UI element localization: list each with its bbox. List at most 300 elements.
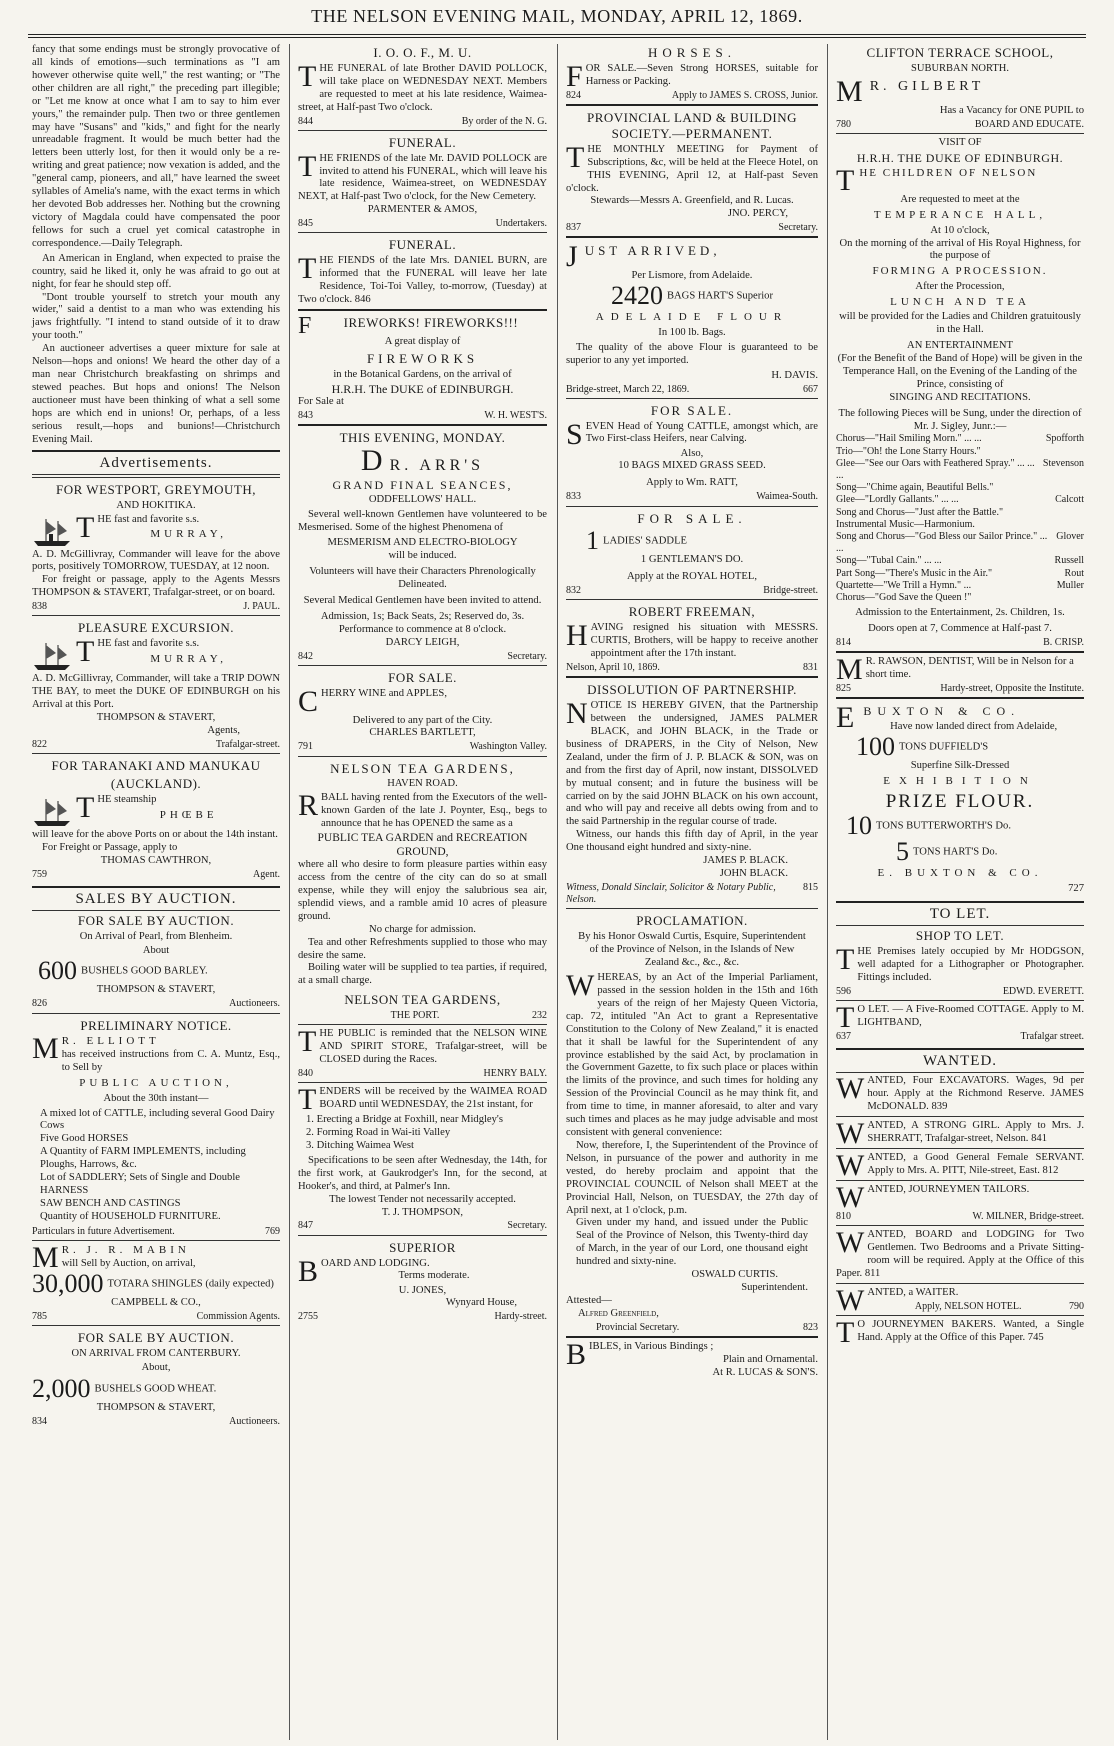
ad-text: For Sale at bbox=[298, 396, 344, 408]
ad-tea-gardens bbox=[298, 756, 547, 1025]
ad-role: Superintendent. bbox=[741, 1282, 808, 1294]
ad-role: Secretary. bbox=[778, 222, 818, 234]
ad-text: Apply at the ROYAL HOTEL, bbox=[627, 571, 757, 583]
ad-item: LADIES' SADDLE bbox=[603, 535, 688, 547]
ad-signature: W. H. WEST'S. bbox=[484, 410, 547, 422]
ad-text: T O LET. — A Five-Roomed COTTAGE. Apply to M. LIGHTBAND, bbox=[836, 1000, 1084, 1034]
ad-text: PUBLIC TEA GARDEN and RECREATION GROUND, bbox=[317, 832, 528, 859]
ad-text: SEVEN Head of Young CATTLE, amongst which, are Two First-class Heifers, near Calving. bbox=[566, 417, 818, 451]
ad-text: FIREWORKS bbox=[366, 350, 479, 366]
ad-number: 845 bbox=[298, 218, 313, 230]
ship-name: MURRAY, bbox=[150, 528, 227, 541]
ad-number: 2755 bbox=[298, 1311, 318, 1323]
ad-text: WANTED, A STRONG GIRL. Apply to Mrs. J. SHERRATT, Trafalgar-street, Nelson. 841 bbox=[836, 1117, 1084, 1151]
ad-signature: B. CRISP. bbox=[1043, 636, 1084, 648]
program-list bbox=[836, 433, 1084, 604]
ad-address: Hardy-street. bbox=[494, 1311, 547, 1323]
ad-number: 596 bbox=[836, 985, 851, 997]
ad-text: WANTED, a WAITER. bbox=[836, 1283, 959, 1317]
article-text: An auctioneer advertises a queer mixture for sale at Nelson—hops and onions! We heard the other day of a man near Christchurch breakfasting on shrimps and stewed peaches. But hops and onions! The Nelson auctioneer must have been thinking of what a sell some hops are which end in unions! Or, perhaps, of a less serious result,—hops and bunions!—Christchurch Evening Mail. bbox=[32, 343, 280, 445]
ad-text: will be induced. bbox=[388, 550, 457, 562]
ad-text: No charge for admission. bbox=[369, 923, 476, 935]
list-item: 3. Ditching Waimea West bbox=[306, 1139, 414, 1151]
ad-line: THE fast and favorite s.s. bbox=[76, 510, 200, 544]
program-item: Song and Chorus—"Just after the Battle." bbox=[836, 506, 1004, 518]
ad-number: 812 bbox=[1042, 1164, 1059, 1176]
ad-text: Delivered to any part of the City. bbox=[352, 714, 493, 726]
ad-address: Wynyard House, bbox=[445, 1297, 517, 1309]
ad-heading: DISSOLUTION OF PARTNERSHIP. bbox=[587, 682, 797, 698]
program-item: Song—"Tubal Cain." ... ... Russell bbox=[836, 555, 1084, 567]
ad-signature: PARMENTER & AMOS, bbox=[367, 204, 478, 216]
ad-text: Now, therefore, I, the Superintendent of the Province of Nelson, in pursuance of the power and authority in me vested, do hereby proclaim and appoint that the PROVINCIAL COUNCIL of Nelson shall MEET at the Provincial Hall, Nelson, on TUESDAY, the 27th day of April next, at 1 o'clock, p.m. bbox=[566, 1139, 818, 1216]
ad-heading: FUNERAL. bbox=[388, 237, 457, 253]
ad-item: BAGS HART'S Superior bbox=[666, 290, 774, 302]
ad-wanted bbox=[836, 1225, 1084, 1283]
ad-text: RBALL having rented from the Executors of the well-known Garden of the late J. Poynter, Esq., begs to announce that he has OPENED the same as a bbox=[298, 789, 547, 830]
ad-wanted bbox=[836, 1148, 1084, 1180]
ad-text: Provincial Secretary. bbox=[596, 1321, 680, 1333]
ad-funeral-pollock bbox=[298, 130, 547, 233]
ad-number: 811 bbox=[864, 1267, 881, 1279]
ad-item: BUSHELS GOOD WHEAT. bbox=[94, 1383, 217, 1395]
ad-text: 1 GENTLEMAN'S DO. bbox=[640, 554, 744, 566]
ad-text: Several Medical Gentlemen have been invited to attend. bbox=[303, 594, 542, 606]
ad-text: THE PUBLIC is reminded that the NELSON WINE AND SPIRIT STORE, Trafalgar-street, will be CLOSED during the Races. bbox=[298, 1025, 547, 1066]
ad-text: For freight or passage, apply to the Agents Messrs THOMPSON & STAVERT, Trafalgar-street, or on board. bbox=[32, 574, 280, 599]
ad-subheading: (AUCKLAND). bbox=[110, 775, 202, 791]
ad-quantity: 600 bbox=[38, 956, 77, 986]
ad-number: 769 bbox=[265, 1225, 280, 1237]
ad-text: WANTED, JOURNEYMEN TAILORS. bbox=[836, 1180, 1030, 1214]
ad-role: Secretary. bbox=[507, 1220, 547, 1232]
ad-signature: By order of the N. G. bbox=[461, 115, 547, 127]
ad-text: By his Honor Oswald Curtis, Esquire, Superintendent of the Province of Nelson, in the Islands of New Zealand &c., &c., &c. bbox=[578, 931, 806, 969]
column-rule bbox=[827, 44, 828, 1740]
ad-bibles bbox=[566, 1336, 818, 1382]
ad-heading: H.R.H. THE DUKE OF EDINBURGH. bbox=[856, 150, 1064, 165]
ad-signature: JNO. PERCY, bbox=[727, 208, 788, 220]
ad-text: NOTICE IS HEREBY GIVEN, that the Partnership between the undersigned, JAMES PALMER BLACK, and JOHN BLACK, in the Trade or business of DRAPERS, in the City of Nelson, New Zealand, under the firm of J. P. BLACK & SON, was on and from the first day of April, now instant, DISSOLVED by mutual consent; and in future the business will be carried on by the said JOHN BLACK on his own account, and who will pay and receive all debts owing from and to the said Partnership in the regular course of trade. bbox=[566, 697, 818, 828]
ad-text: Tea and other Refreshments supplied to those who may desire the same. bbox=[298, 936, 547, 961]
ad-mabin bbox=[32, 1240, 280, 1325]
ad-quantity: 2,000 bbox=[32, 1373, 91, 1403]
ad-heading: EBUXTON & CO. bbox=[836, 701, 1021, 735]
ad-number: 727 bbox=[1068, 882, 1084, 894]
ad-preliminary-notice bbox=[32, 1013, 280, 1240]
ad-ioof bbox=[298, 45, 547, 130]
ad-text: will be provided for the Ladies and Children gratuitously in the Hall. bbox=[839, 311, 1081, 336]
column-3 bbox=[562, 44, 822, 1740]
ad-item: TONS DUFFIELD'S bbox=[899, 741, 989, 753]
ad-text: Doors open at 7, Commence at Half-past 7. bbox=[868, 622, 1052, 634]
ad-cattle bbox=[566, 398, 818, 506]
ad-text: A. D. McGillivray, Commander, will take a TRIP DOWN THE BAY, to meet the DUKE OF EDINBURGH on his Arrival at this Port. bbox=[32, 673, 280, 711]
ad-number: 847 bbox=[298, 1220, 313, 1232]
ad-subheading: THE PORT. bbox=[390, 1010, 440, 1022]
item-list bbox=[306, 1114, 547, 1153]
program-item: Instrumental Music—Harmonium. bbox=[836, 518, 975, 530]
ad-text: PUBLIC AUCTION, bbox=[79, 1077, 233, 1090]
ship-icon bbox=[32, 515, 72, 549]
ad-wanted bbox=[836, 1315, 1084, 1347]
ad-address: Trafalgar street. bbox=[1020, 1030, 1084, 1042]
ad-subheading: SUBURBAN NORTH. bbox=[911, 62, 1009, 74]
ad-text: Per Lismore, from Adelaide. bbox=[631, 270, 753, 282]
ad-quantity: 10 bbox=[846, 811, 872, 841]
ad-auction-barley bbox=[32, 913, 280, 1013]
ad-heading: FOR SALE. bbox=[388, 669, 457, 685]
ad-role: Undertakers. bbox=[495, 218, 547, 230]
ad-line: THE steamship bbox=[76, 790, 157, 824]
ad-heading: FOR SALE BY AUCTION. bbox=[77, 1330, 235, 1346]
column-4 bbox=[832, 44, 1088, 1740]
ad-signature: OSWALD CURTIS. bbox=[691, 1269, 778, 1281]
ad-number: 823 bbox=[803, 1321, 818, 1333]
ad-heading: HORSES. bbox=[647, 45, 737, 60]
ad-text: M R. RAWSON, DENTIST, Will be in Nelson for a short time. bbox=[836, 653, 1074, 687]
ad-number: 841 bbox=[1031, 1132, 1047, 1144]
ad-dr-carr bbox=[298, 424, 547, 664]
ad-text: in the Botanical Gardens, on the arrival of bbox=[333, 368, 512, 380]
ad-heading: FOR SALE. bbox=[650, 402, 734, 418]
ad-text: Also, bbox=[680, 447, 704, 459]
ad-text: has received instructions from C. A. Muntz, Esq., to Sell by bbox=[61, 1049, 280, 1074]
ad-address: Bridge-street. bbox=[763, 585, 818, 597]
ad-text: Boiling water will be supplied to tea parties, if required, at a small charge. bbox=[298, 962, 547, 987]
list-item: SAW BENCH AND CASTINGS bbox=[40, 1198, 181, 1209]
ad-role: Auctioneers. bbox=[229, 1415, 280, 1427]
masthead-rule bbox=[28, 34, 1086, 38]
ad-text: HAVING resigned his situation with MESSRS. CURTIS, Brothers, will be happy to receive another appointment after the 17th instant. bbox=[566, 619, 818, 660]
ad-heading: PROVINCIAL LAND & BUILDING SOCIETY.—PERMANENT. bbox=[586, 110, 798, 141]
ad-line: M R. ELLIOTT bbox=[32, 1032, 160, 1066]
ad-text: Several well-known Gentlemen have volunteered to be Mesmerised. Some of the highest Phenomena of bbox=[298, 509, 547, 534]
ad-address: Trafalgar-street. bbox=[215, 738, 280, 750]
ad-number: 822 bbox=[32, 738, 47, 750]
ad-title: D R. ARR'S bbox=[360, 444, 485, 478]
ad-address: Washington Valley. bbox=[469, 741, 547, 753]
ad-text: Alfred Greenfield, bbox=[578, 1307, 659, 1319]
ad-text: The following Pieces will be Sung, under the direction of Mr. J. Sigley, Junr.:— bbox=[838, 407, 1082, 432]
ad-buxton bbox=[836, 697, 1084, 897]
ad-sale-wine bbox=[298, 665, 547, 756]
ad-quantity: 2420 bbox=[610, 281, 663, 311]
list-item: Quantity of HOUSEHOLD FURNITURE. bbox=[40, 1210, 221, 1222]
column-rule bbox=[557, 44, 558, 1740]
ad-text: AN ENTERTAINMENT bbox=[907, 339, 1013, 351]
ad-text: FOR SALE.—Seven Strong HORSES, suitable for Harness or Packing. bbox=[566, 59, 818, 93]
ship-name: PHŒBE bbox=[159, 808, 218, 821]
ad-wanted bbox=[836, 1283, 1084, 1315]
article-text: fancy that some endings must be strongly provocative of all kinds of emotions—such terminations as "I am however otherwise quite well," the rest wanting; or "The other children are all right," the preceding part illegible; or "Let me know at once what I am to say to him ever yours," the remainder pulp. Then two or three gentlemen may have "Susans" and "kids," and fight for the nearly unreadable fragment. It would be much better had the letters been utterly lost, for then it would only be a re-writing and great patience; now vexation is added, and the "general camp, pioneers, and all," have learned the sweet syllables of Amelia's name, with the exact terms in which her devoted Bob addresses her. Nothing but the crowning victory of Magdala could have compensated the poor fellows for such a cruel yet comical catastrophe in correspondence.—Daily Telegraph. bbox=[32, 44, 280, 249]
ad-number: 667 bbox=[803, 383, 818, 395]
ad-heading: SUPERIOR bbox=[389, 1239, 456, 1255]
ad-text: Witness, our hands this fifth day of April, in the year One thousand eight hundred and sixty-nine. bbox=[566, 829, 818, 854]
ad-text: WHEREAS, by an Act of the Imperial Parliament, passed in the session holden in the 15th and 16th years of the reign of her Majesty Queen Victoria, cap. 72, intituled "An Act to grant a Representative Constitution to the Colony of New Zealand," it is enacted that it shall be lawful for the Superintendent of any province established by the said Act, by proclamation in the Government Gazette, to fix such place or places within the limits of the province, and such times for holding any Session of the Provincial Council as he may think fit, and from time to time, in manner aforesaid, to alter and vary such times and places as he may judge advisable and most consistent with general convenience: bbox=[566, 968, 818, 1139]
ad-heading: FOR WESTPORT, GREYMOUTH, bbox=[56, 481, 256, 497]
ad-cottage bbox=[836, 1000, 1084, 1045]
ad-heading: FOR TARANAKI AND MANUKAU bbox=[51, 758, 261, 774]
ad-text: THE MONTHLY MEETING for Payment of Subscriptions, &c, will be held at the Fleece Hotel, on THIS EVENING, April 12, at Half-past Seven o'clock. bbox=[566, 140, 818, 194]
ad-heading: THIS EVENING, MONDAY. bbox=[339, 430, 506, 446]
ad-number: 637 bbox=[836, 1030, 851, 1042]
ad-text: where all who desire to form pleasure parties within easy access from the centre of the city can do so at small expense, while they will enjoy the salubrious sea air, splendid views, and a ramble amid 10 acres of pleasure ground. bbox=[298, 859, 547, 922]
ad-heading: PRELIMINARY NOTICE. bbox=[80, 1017, 232, 1033]
masthead: THE NELSON EVENING MAIL, MONDAY, APRIL 12, 1869. bbox=[311, 6, 803, 26]
ad-text: ODDFELLOWS' HALL. bbox=[368, 494, 477, 506]
item-list bbox=[40, 1108, 280, 1224]
list-item: A Quantity of FARM IMPLEMENTS, including Ploughs, Harrows, &c. bbox=[40, 1146, 246, 1171]
ad-text: THE CHILDREN OF NELSON bbox=[836, 164, 1038, 198]
ad-signature: THOMAS CAWTHRON, bbox=[100, 854, 212, 866]
ad-text: GRAND FINAL SEANCES, bbox=[332, 477, 513, 492]
list-item: 2. Forming Road in Wai-iti Valley bbox=[306, 1127, 451, 1139]
ad-text: About the 30th instant— bbox=[103, 1092, 209, 1104]
ad-text: The quality of the above Flour is guaranteed to be superior to any yet imported. bbox=[566, 341, 818, 366]
ad-heading: F IREWORKS! FIREWORKS!!! bbox=[298, 312, 519, 339]
ad-text: Apply to Wm. RATT, bbox=[646, 477, 738, 489]
ad-signature: HENRY BALY. bbox=[483, 1068, 547, 1080]
ad-signature: CHARLES BARTLETT, bbox=[369, 727, 476, 739]
ad-signature: U. JONES, bbox=[398, 1284, 447, 1296]
ad-signature: CAMPBELL & CO., bbox=[111, 1297, 201, 1309]
ad-quantity: 1 bbox=[586, 526, 599, 556]
ad-signature: EDWD. EVERETT. bbox=[1002, 985, 1084, 997]
ad-number: 232 bbox=[531, 1010, 547, 1022]
ad-line: THE fast and favorite s.s. bbox=[76, 635, 200, 669]
ad-signature: Apply, NELSON HOTEL. bbox=[914, 1300, 1022, 1312]
ad-royal-visit bbox=[836, 133, 1084, 651]
ad-item: TOTARA SHINGLES bbox=[107, 1278, 203, 1290]
ad-item: (daily expected) bbox=[205, 1278, 274, 1290]
ad-subheading: AND HOKITIKA. bbox=[116, 499, 196, 511]
program-item: Song—"Chime again, Beautiful Bells." bbox=[836, 482, 994, 494]
ad-item: TONS HART'S Do. bbox=[913, 846, 998, 858]
ad-witness: Witness, Donald Sinclair, Solicitor & Notary Public, Nelson. bbox=[566, 881, 776, 906]
section-heading: WANTED. bbox=[836, 1048, 1084, 1073]
ad-number: 824 bbox=[566, 89, 581, 101]
ad-taranaki bbox=[32, 753, 280, 883]
ad-tenders bbox=[298, 1082, 547, 1234]
ad-signature: T. J. THOMPSON, bbox=[381, 1206, 464, 1218]
ship-name: MURRAY, bbox=[150, 653, 227, 666]
ad-role: Agent. bbox=[253, 868, 280, 880]
ad-role: Agents, bbox=[207, 724, 240, 736]
ad-text: THE Premises lately occupied by Mr HODGSON, well adapted for a Lithographer or Photographer. Fittings included. bbox=[836, 942, 1084, 983]
ad-number: 814 bbox=[836, 636, 851, 648]
ad-text: THE FUNERAL of late Brother DAVID POLLOCK, will take place on WEDNESDAY NEXT. Members are requested to meet at his late residence, Waimea-street, at Half-past Two o'clock. bbox=[298, 59, 547, 113]
program-item: Chorus—"Hail Smiling Morn." ... ... Spofforth bbox=[836, 433, 1084, 445]
ad-heading: SHOP TO LET. bbox=[915, 927, 1005, 943]
ad-item: TONS BUTTERWORTH'S Do. bbox=[876, 820, 1011, 832]
ad-number: 846 bbox=[354, 294, 371, 306]
ad-text: BIBLES, in Various Bindings ; bbox=[566, 1338, 714, 1372]
ad-text: Superfine Silk-Dressed bbox=[910, 759, 1010, 771]
ad-number: 790 bbox=[1068, 1300, 1084, 1312]
program-item: Chorus—"God Save the Queen !" bbox=[836, 591, 972, 603]
ad-text: In 100 lb. Bags. bbox=[658, 326, 726, 338]
ad-number: 837 bbox=[566, 222, 581, 234]
list-item: A mixed lot of CATTLE, including several Good Dairy Cows bbox=[40, 1107, 275, 1132]
ad-text: About bbox=[142, 944, 170, 956]
ad-text: TEMPERANCE HALL, bbox=[873, 209, 1047, 222]
ad-role: Secretary. bbox=[507, 650, 547, 662]
ad-text: About, bbox=[141, 1361, 171, 1373]
ad-text: Volunteers will have their Characters Phrenologically Delineated. bbox=[309, 565, 536, 590]
ad-westport bbox=[32, 477, 280, 616]
ad-heading: FUNERAL. bbox=[388, 134, 457, 150]
ad-number: 839 bbox=[931, 1101, 948, 1113]
ad-text: The lowest Tender not necessarily accepted. bbox=[329, 1193, 516, 1205]
ad-quantity: 100 bbox=[856, 731, 895, 761]
section-heading: Advertisements. bbox=[32, 450, 280, 475]
ad-date: Bridge-street, March 22, 1869. bbox=[566, 383, 690, 395]
ad-text: Have now landed direct from Adelaide, bbox=[890, 720, 1058, 732]
column-1 bbox=[28, 44, 284, 1740]
ad-signature: THOMPSON & STAVERT, bbox=[96, 1401, 216, 1413]
ad-text: Plain and Ornamental. bbox=[722, 1353, 818, 1365]
ship-icon bbox=[32, 795, 72, 829]
ad-text: will leave for the above Ports on or about the 14th instant. bbox=[32, 828, 278, 840]
ad-number: 785 bbox=[32, 1310, 47, 1322]
ad-text: Are requested to meet at the bbox=[900, 194, 1020, 206]
ad-number: 810 bbox=[836, 1210, 851, 1222]
ad-text: LUNCH AND TEA bbox=[890, 295, 1030, 308]
ad-number: 791 bbox=[298, 741, 313, 753]
ad-text: Specifications to be seen after Wednesday, the 14th, for the first work, at Gaukrodger's Inn, for the second, at Hooker's, and third, at Palmer's Inn. bbox=[298, 1154, 547, 1192]
ad-public-notice bbox=[298, 1024, 547, 1082]
ad-role: Commission Agents. bbox=[196, 1310, 280, 1322]
ad-signature: JOHN BLACK. bbox=[719, 868, 788, 880]
ad-text: Terms moderate. bbox=[398, 1270, 470, 1282]
ad-number: 745 bbox=[1027, 1331, 1044, 1343]
article-text: "Dont trouble yourself to stretch your mouth any wider," said a dentist to a man who was extending his jaws frightfully. "I intend to stand outside of it to draw your tooth." bbox=[32, 291, 280, 342]
ad-text: A great display of bbox=[384, 335, 461, 347]
program-item: Quartette—"We Trill a Hymn." ... Muller bbox=[836, 579, 1084, 591]
ad-number: 834 bbox=[32, 1415, 47, 1427]
ad-number: 826 bbox=[32, 998, 47, 1010]
ad-item: BUSHELS GOOD BARLEY. bbox=[81, 965, 208, 977]
ad-signature: DARCY LEIGH, bbox=[385, 636, 460, 648]
ad-heading: JUST ARRIVED, bbox=[566, 240, 721, 274]
ad-fireworks bbox=[298, 309, 547, 424]
ad-text: On the morning of the arrival of His Royal Highness, for the purpose of bbox=[839, 237, 1081, 262]
program-item: Glee—"Lordly Gallants." ... ... Calcott bbox=[836, 494, 1084, 506]
ad-text: FORMING A PROCESSION. bbox=[872, 265, 1048, 278]
ad-heading: VISIT OF bbox=[938, 136, 982, 148]
ad-heading: NELSON TEA GARDENS, bbox=[344, 992, 501, 1008]
ad-wanted bbox=[836, 1116, 1084, 1151]
list-item: Five Good HORSES bbox=[40, 1133, 129, 1145]
ad-text: Admission to the Entertainment, 2s. Children, 1s. bbox=[855, 607, 1065, 619]
ad-proclamation bbox=[566, 908, 818, 1336]
ad-text: CHERRY WINE and APPLES, bbox=[298, 684, 447, 718]
ad-date: Nelson, April 10, 1869. bbox=[566, 662, 660, 674]
ad-text: MESMERISM AND ELECTRO-BIOLOGY bbox=[327, 537, 518, 549]
ad-signature: E. BUXTON & CO. bbox=[877, 867, 1043, 880]
ad-text: Stewards—Messrs A. Greenfield, and R. Lucas. bbox=[590, 195, 794, 207]
ad-text: THE FIENDS of the late Mrs. DANIEL BURN, are informed that the FUNERAL will leave her late Residence, Toi-Toi Valley, to-morrow, (Tuesday) at Two o'clock. 846 bbox=[298, 252, 547, 306]
ad-number: 840 bbox=[298, 1068, 313, 1080]
article-text: An American in England, when expected to praise the country, said he liked it, only he was afraid to go out at night, for fear he should step off. bbox=[32, 252, 280, 290]
list-item: 1. Erecting a Bridge at Foxhill, near Midgley's bbox=[306, 1114, 503, 1126]
ad-pleasure-excursion bbox=[32, 615, 280, 753]
ad-number: 831 bbox=[803, 662, 818, 674]
ad-text: ADELAIDE FLOUR bbox=[595, 311, 789, 324]
ad-text: At R. LUCAS & SON'S. bbox=[712, 1366, 818, 1378]
ad-wanted bbox=[836, 1180, 1084, 1225]
ad-number: 815 bbox=[803, 881, 818, 893]
ad-line: M R. J. R. MABIN bbox=[32, 1241, 190, 1275]
ad-text: THE FRIENDS of the late Mr. DAVID POLLOCK are invited to attend his FUNERAL, which will leave his late residence, Waimea-street, on WEDNESDAY NEXT, at Half-past Two o'clock, for the New Cemetery. bbox=[298, 149, 547, 203]
ad-text: WANTED, Four EXCAVATORS. Wages, 9d per hour. Apply at the Richmond Reserve. JAMES McDONALD. 839 bbox=[836, 1072, 1084, 1113]
ad-saddle bbox=[566, 506, 818, 600]
section-heading: TO LET. bbox=[836, 901, 1084, 926]
ad-text: WANTED, a Good General Female SERVANT. Apply to Mrs. A. PITT, Nile-street, East. 812 bbox=[836, 1148, 1084, 1182]
column-rule bbox=[289, 44, 290, 1740]
program-item: Glee—"See our Oars with Feathered Spray." ... ... ... Stevenson bbox=[836, 457, 1084, 481]
ad-text: Admission, 1s; Back Seats, 2s; Reserved do, 3s. bbox=[320, 610, 525, 622]
program-item: Song and Chorus—"God Bless our Sailor Prince." ... ... Glover bbox=[836, 530, 1084, 555]
ad-shop-to-let bbox=[836, 928, 1084, 1000]
ad-number: 842 bbox=[298, 650, 313, 662]
ad-text: ON ARRIVAL FROM CANTERBURY. bbox=[71, 1348, 241, 1359]
ad-heading: FOR SALE BY AUCTION. bbox=[77, 913, 235, 929]
ad-dissolution bbox=[566, 676, 818, 908]
ad-quantity: 5 bbox=[896, 837, 909, 867]
ad-clifton-school bbox=[836, 45, 1084, 133]
ad-text: Attested— bbox=[566, 1295, 612, 1307]
list-item: Lot of SADDLERY; Sets of Single and Double HARNESS bbox=[40, 1172, 241, 1197]
ad-heading: NELSON TEA GARDENS, bbox=[330, 760, 515, 776]
ad-freeman bbox=[566, 599, 818, 676]
ad-number: 825 bbox=[836, 683, 851, 695]
ad-text: On Arrival of Pearl, from Blenheim. bbox=[79, 930, 233, 942]
ad-text: SINGING AND RECITATIONS. bbox=[889, 391, 1031, 403]
ad-text: EXHIBITION bbox=[883, 774, 1037, 787]
ad-text: will Sell by Auction, on arrival, bbox=[61, 1257, 196, 1269]
ad-text: Given under my hand, and issued under the Public Seal of the Province of Nelson, this Twenty-third day of March, in the year of our Lord, one thousand eight hundred and sixty-nine. bbox=[576, 1217, 808, 1268]
ad-funeral-burn bbox=[298, 232, 547, 309]
ad-text: (For the Benefit of the Band of Hope) will be given in the Temperance Hall, on the Evening of the Landing of the Prince, consisting of bbox=[837, 352, 1083, 390]
ad-address: Waimea-South. bbox=[756, 491, 818, 503]
ad-address: Hardy-street, Opposite the Institute. bbox=[940, 683, 1084, 695]
ad-wanted bbox=[836, 1072, 1084, 1116]
ad-heading: PROCLAMATION. bbox=[636, 913, 748, 929]
ad-subheading: HAVEN ROAD. bbox=[387, 778, 458, 790]
section-heading: SALES BY AUCTION. bbox=[32, 886, 280, 911]
program-item: Trio—"Oh! the Lone Starry Hours." bbox=[836, 445, 981, 457]
ad-signature: W. MILNER, Bridge-street. bbox=[972, 1210, 1084, 1222]
ad-heading: CLIFTON TERRACE SCHOOL, bbox=[866, 45, 1054, 60]
column-2 bbox=[294, 44, 551, 1740]
ad-text: Has a Vacancy for ONE PUPIL to bbox=[939, 104, 1084, 116]
program-item: Part Song—"There's Music in the Air." Rout bbox=[836, 567, 1084, 579]
ad-number: 832 bbox=[566, 585, 581, 597]
ad-number: 844 bbox=[298, 115, 313, 127]
ad-number: 833 bbox=[566, 491, 581, 503]
ad-just-arrived bbox=[566, 236, 818, 397]
ad-heading: ROBERT FREEMAN, bbox=[628, 604, 756, 620]
ad-text: Performance to commence at 8 o'clock. bbox=[338, 623, 507, 635]
ad-heading: FOR SALE. bbox=[637, 510, 747, 526]
ad-signature: THOMPSON & STAVERT, bbox=[96, 712, 216, 724]
ship-icon bbox=[32, 639, 72, 673]
ad-signature: Apply to JAMES S. CROSS, Junior. bbox=[671, 89, 818, 101]
ad-text: H.R.H. The DUKE of EDINBURGH. bbox=[331, 381, 514, 396]
ad-signature: JAMES P. BLACK. bbox=[703, 855, 788, 867]
